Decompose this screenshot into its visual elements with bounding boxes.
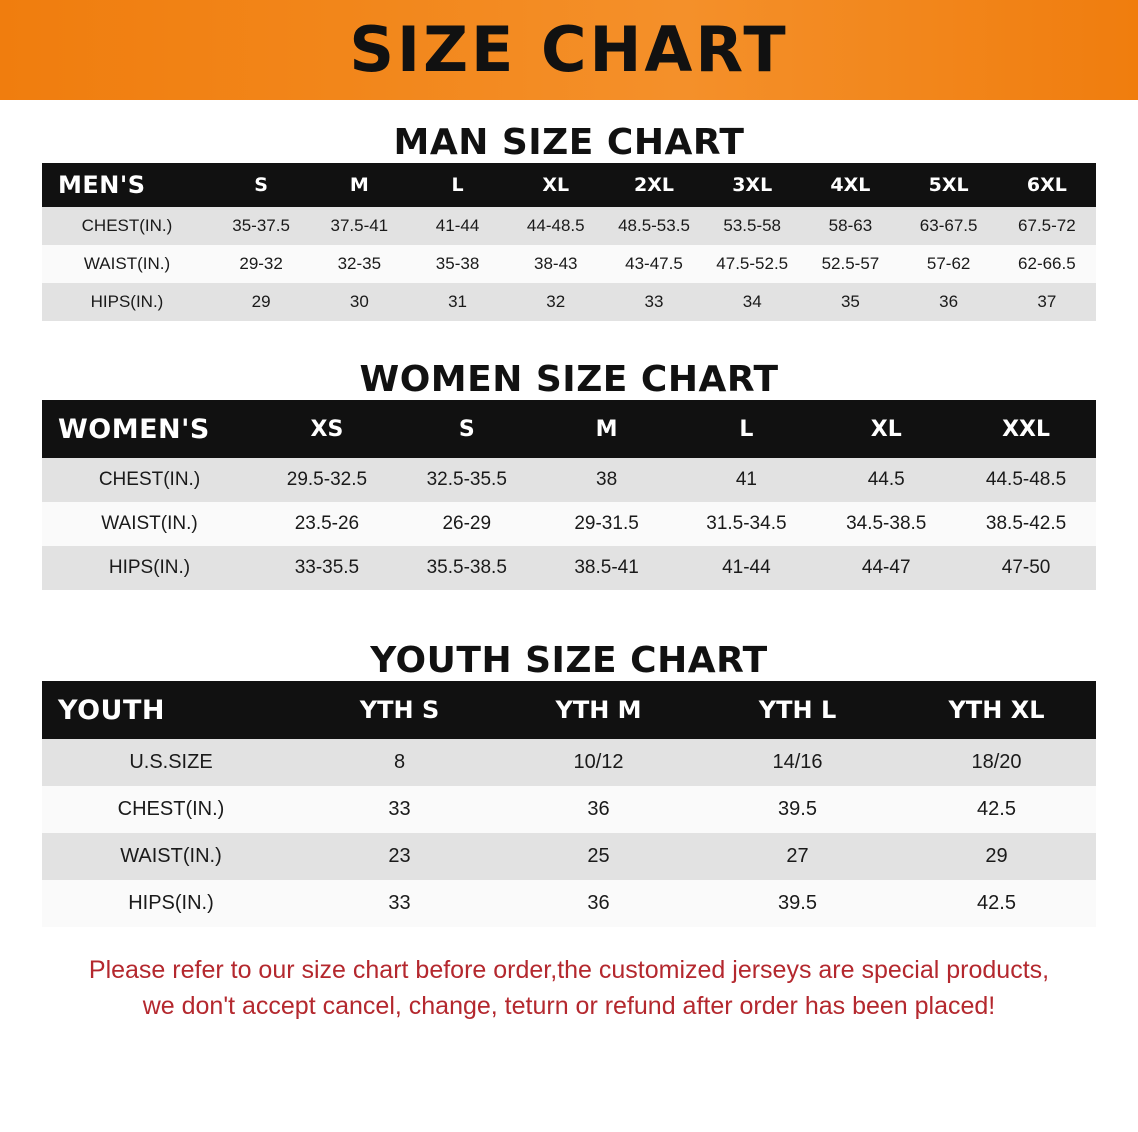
cell: 43-47.5 bbox=[605, 245, 703, 283]
col-header-xl: XL bbox=[507, 163, 605, 207]
row-label-chest: CHEST(IN.) bbox=[42, 207, 212, 245]
cell: 44-48.5 bbox=[507, 207, 605, 245]
cell: 47-50 bbox=[956, 546, 1096, 590]
col-header-s: S bbox=[397, 400, 537, 458]
cell: 38.5-41 bbox=[537, 546, 677, 590]
cell: 52.5-57 bbox=[801, 245, 899, 283]
table-row bbox=[42, 739, 1096, 786]
col-header-xl: XL bbox=[816, 400, 956, 458]
table-header-row bbox=[42, 400, 1096, 458]
cell: 37.5-41 bbox=[310, 207, 408, 245]
row-label-chest: CHEST(IN.) bbox=[42, 786, 300, 833]
col-header-xs: XS bbox=[257, 400, 397, 458]
disclaimer-line-2: we don't accept cancel, change, teturn or refund after order has been placed! bbox=[142, 991, 996, 1020]
cell: 34 bbox=[703, 283, 801, 321]
women-table-wrap bbox=[42, 400, 1096, 590]
cell: 34.5-38.5 bbox=[816, 502, 956, 546]
cell: 53.5-58 bbox=[703, 207, 801, 245]
cell: 18/20 bbox=[897, 739, 1096, 786]
cell: 35.5-38.5 bbox=[397, 546, 537, 590]
cell: 44.5-48.5 bbox=[956, 458, 1096, 502]
table-row bbox=[42, 880, 1096, 927]
cell: 35-37.5 bbox=[212, 207, 310, 245]
cell: 41 bbox=[676, 458, 816, 502]
cell: 57-62 bbox=[900, 245, 998, 283]
table-row bbox=[42, 245, 1096, 283]
table-row bbox=[42, 786, 1096, 833]
cell: 42.5 bbox=[897, 786, 1096, 833]
youth-table-wrap bbox=[42, 681, 1096, 927]
col-header-l: L bbox=[676, 400, 816, 458]
cell: 47.5-52.5 bbox=[703, 245, 801, 283]
cell: 41-44 bbox=[408, 207, 506, 245]
cell: 31.5-34.5 bbox=[676, 502, 816, 546]
col-header-youth: YOUTH bbox=[42, 681, 300, 739]
col-header-l: L bbox=[408, 163, 506, 207]
cell: 29.5-32.5 bbox=[257, 458, 397, 502]
cell: 38 bbox=[537, 458, 677, 502]
cell: 38-43 bbox=[507, 245, 605, 283]
col-header-m: M bbox=[537, 400, 677, 458]
table-row bbox=[42, 283, 1096, 321]
youth-size-table bbox=[42, 681, 1096, 927]
row-label-hips: HIPS(IN.) bbox=[42, 546, 257, 590]
col-header-yth-m: YTH M bbox=[499, 681, 698, 739]
cell: 32-35 bbox=[310, 245, 408, 283]
cell: 8 bbox=[300, 739, 499, 786]
man-table-wrap bbox=[42, 163, 1096, 321]
cell: 36 bbox=[499, 880, 698, 927]
cell: 48.5-53.5 bbox=[605, 207, 703, 245]
col-header-xxl: XXL bbox=[956, 400, 1096, 458]
cell: 29 bbox=[897, 833, 1096, 880]
row-label-chest: CHEST(IN.) bbox=[42, 458, 257, 502]
col-header-6xl: 6XL bbox=[998, 163, 1096, 207]
cell: 41-44 bbox=[676, 546, 816, 590]
col-header-4xl: 4XL bbox=[801, 163, 899, 207]
cell: 33-35.5 bbox=[257, 546, 397, 590]
cell: 29 bbox=[212, 283, 310, 321]
cell: 10/12 bbox=[499, 739, 698, 786]
cell: 63-67.5 bbox=[900, 207, 998, 245]
table-header-row bbox=[42, 163, 1096, 207]
women-section-heading: WOMEN SIZE CHART bbox=[359, 359, 779, 400]
cell: 39.5 bbox=[698, 786, 897, 833]
cell: 36 bbox=[499, 786, 698, 833]
col-header-yth-s: YTH S bbox=[300, 681, 499, 739]
disclaimer-note bbox=[39, 953, 1099, 1024]
row-label-waist: WAIST(IN.) bbox=[42, 502, 257, 546]
col-header-yth-xl: YTH XL bbox=[897, 681, 1096, 739]
cell: 31 bbox=[408, 283, 506, 321]
cell: 62-66.5 bbox=[998, 245, 1096, 283]
table-row bbox=[42, 207, 1096, 245]
cell: 27 bbox=[698, 833, 897, 880]
col-header-s: S bbox=[212, 163, 310, 207]
row-label-us-size: U.S.SIZE bbox=[42, 739, 300, 786]
cell: 67.5-72 bbox=[998, 207, 1096, 245]
man-size-table bbox=[42, 163, 1096, 321]
col-header-womens: WOMEN'S bbox=[42, 400, 257, 458]
cell: 23 bbox=[300, 833, 499, 880]
col-header-3xl: 3XL bbox=[703, 163, 801, 207]
cell: 36 bbox=[900, 283, 998, 321]
cell: 32.5-35.5 bbox=[397, 458, 537, 502]
women-size-table bbox=[42, 400, 1096, 590]
cell: 25 bbox=[499, 833, 698, 880]
row-label-waist: WAIST(IN.) bbox=[42, 833, 300, 880]
col-header-yth-l: YTH L bbox=[698, 681, 897, 739]
cell: 39.5 bbox=[698, 880, 897, 927]
cell: 35-38 bbox=[408, 245, 506, 283]
row-label-waist: WAIST(IN.) bbox=[42, 245, 212, 283]
cell: 29-32 bbox=[212, 245, 310, 283]
cell: 29-31.5 bbox=[537, 502, 677, 546]
page-title: SIZE CHART bbox=[349, 13, 789, 86]
cell: 14/16 bbox=[698, 739, 897, 786]
cell: 35 bbox=[801, 283, 899, 321]
table-header-row bbox=[42, 681, 1096, 739]
col-header-5xl: 5XL bbox=[900, 163, 998, 207]
banner bbox=[0, 0, 1138, 100]
cell: 37 bbox=[998, 283, 1096, 321]
cell: 42.5 bbox=[897, 880, 1096, 927]
youth-section-heading: YOUTH SIZE CHART bbox=[370, 640, 768, 681]
man-section-heading: MAN SIZE CHART bbox=[393, 122, 745, 163]
cell: 33 bbox=[605, 283, 703, 321]
cell: 30 bbox=[310, 283, 408, 321]
table-row bbox=[42, 546, 1096, 590]
cell: 44-47 bbox=[816, 546, 956, 590]
cell: 26-29 bbox=[397, 502, 537, 546]
cell: 44.5 bbox=[816, 458, 956, 502]
table-row bbox=[42, 502, 1096, 546]
cell: 58-63 bbox=[801, 207, 899, 245]
col-header-m: M bbox=[310, 163, 408, 207]
cell: 33 bbox=[300, 880, 499, 927]
col-header-2xl: 2XL bbox=[605, 163, 703, 207]
row-label-hips: HIPS(IN.) bbox=[42, 880, 300, 927]
col-header-mens: MEN'S bbox=[42, 163, 212, 207]
cell: 33 bbox=[300, 786, 499, 833]
cell: 38.5-42.5 bbox=[956, 502, 1096, 546]
row-label-hips: HIPS(IN.) bbox=[42, 283, 212, 321]
table-row bbox=[42, 833, 1096, 880]
cell: 23.5-26 bbox=[257, 502, 397, 546]
table-row bbox=[42, 458, 1096, 502]
disclaimer-line-1: Please refer to our size chart before order,the customized jerseys are special products, bbox=[88, 956, 1050, 984]
cell: 32 bbox=[507, 283, 605, 321]
